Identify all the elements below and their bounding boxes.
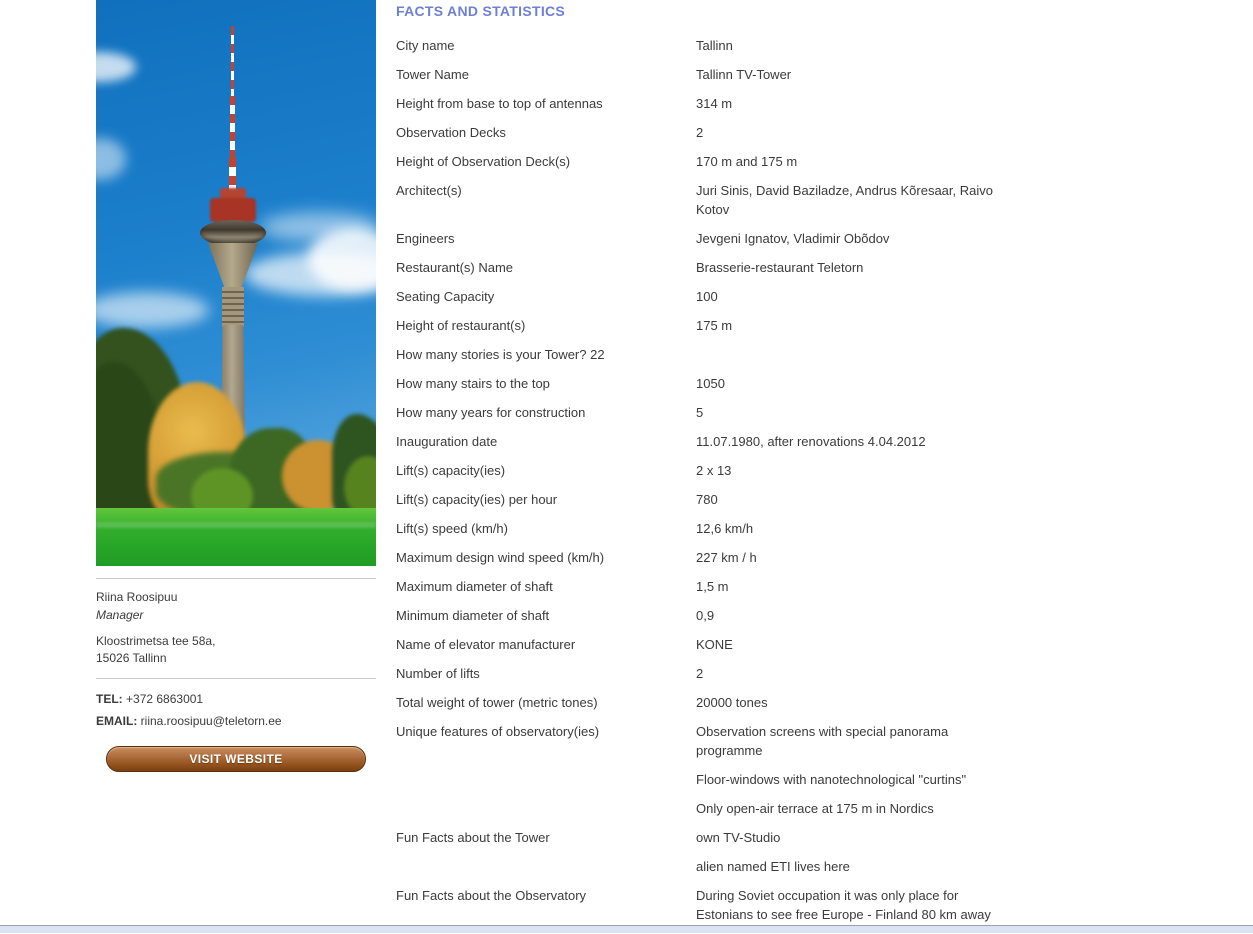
fact-value: Tallinn TV-Tower [696, 67, 792, 82]
fact-row [396, 461, 1021, 480]
fact-label: Tower Name [396, 67, 469, 82]
fact-label: Height of Observation Deck(s) [396, 154, 571, 169]
fact-row [396, 123, 1021, 142]
fact-value: 2 x 13 [696, 463, 732, 478]
fact-row [396, 490, 1021, 509]
fact-row [396, 886, 1021, 924]
fact-row [396, 374, 1021, 393]
fact-label: Fun Facts about the Tower [396, 830, 550, 845]
fact-label: Total weight of tower (metric tones) [396, 695, 598, 710]
email-label: EMAIL: [96, 714, 138, 728]
fact-label: Height from base to top of antennas [396, 96, 603, 111]
fact-value: 2 [696, 125, 704, 140]
fact-value: 314 m [696, 96, 733, 111]
fact-row [396, 577, 1021, 596]
contact-name: Riina Roosipuu [96, 590, 178, 604]
fact-value: 780 [696, 492, 718, 507]
fact-row [396, 258, 1021, 277]
fact-label: Architect(s) [396, 183, 462, 198]
fact-value: own TV-Studio [696, 830, 781, 845]
fact-row [396, 432, 1021, 451]
tower-photo [96, 0, 376, 566]
contact-block [96, 589, 376, 772]
grass-lawn [96, 508, 376, 566]
fact-label: Seating Capacity [396, 289, 495, 304]
fact-value: 227 km / h [696, 550, 757, 565]
fact-row [396, 403, 1021, 422]
fact-row [396, 857, 1021, 876]
fact-value: Observation screens with special panorama programme [696, 724, 949, 758]
fact-value: 100 [696, 289, 718, 304]
fact-value [696, 345, 1001, 364]
fact-row [396, 345, 1021, 364]
divider [96, 578, 376, 579]
fact-value: 2 [696, 666, 704, 681]
fact-row [396, 770, 1021, 789]
fact-row [396, 635, 1021, 654]
fact-value: KONE [696, 637, 733, 652]
fact-label: Height of restaurant(s) [396, 318, 526, 333]
facts-section [396, 0, 1021, 934]
fact-value: 12,6 km/h [696, 521, 754, 536]
fact-row [396, 94, 1021, 113]
horizontal-scrollbar[interactable] [0, 925, 1253, 933]
fact-value: 5 [696, 405, 704, 420]
fact-row [396, 606, 1021, 625]
fact-value: Floor-windows with nanotechnological "curtins" [696, 772, 967, 787]
fact-row [396, 65, 1021, 84]
fact-label: Lift(s) capacity(ies) [396, 463, 506, 478]
divider [96, 678, 376, 679]
antenna-mast [230, 96, 235, 158]
fact-label: City name [396, 38, 455, 53]
fact-label: How many years for construction [396, 405, 586, 420]
fact-row [396, 316, 1021, 335]
fact-label: Inauguration date [396, 434, 498, 449]
fact-value: Juri Sinis, David Baziladze, Andrus Kõresaar, Raivo Kotov [696, 183, 993, 217]
fact-value: 11.07.1980, after renovations 4.04.2012 [696, 434, 926, 449]
tel-value: +372 6863001 [126, 692, 204, 706]
fact-row [396, 181, 1021, 219]
fact-row [396, 519, 1021, 538]
fact-row [396, 548, 1021, 567]
visit-website-button[interactable]: VISIT WEBSITE [106, 746, 366, 772]
shaft-rings [222, 287, 244, 327]
fact-label [396, 857, 696, 876]
fact-value: Only open-air terrace at 175 m in Nordics [696, 801, 934, 816]
antenna-mast [231, 26, 234, 96]
sidebar [96, 0, 376, 772]
fact-value: 1,5 m [696, 579, 729, 594]
fact-row [396, 664, 1021, 683]
contact-address-line1: Kloostrimetsa tee 58a, [96, 634, 216, 648]
facts-heading: FACTS AND STATISTICS [396, 3, 566, 19]
fact-row [396, 36, 1021, 55]
mowed-stripe [96, 522, 376, 528]
contact-tel [96, 691, 376, 707]
fact-row [396, 229, 1021, 248]
fact-label: Unique features of observatory(ies) [396, 724, 600, 739]
fact-row [396, 828, 1021, 847]
observation-deck [200, 220, 266, 246]
contact-email [96, 713, 376, 729]
contact-address-line2: 15026 Tallinn [96, 651, 167, 665]
fact-label: Lift(s) speed (km/h) [396, 521, 508, 536]
email-value: riina.roosipuu@teletorn.ee [140, 714, 282, 728]
fact-label: Minimum diameter of shaft [396, 608, 550, 623]
fact-label [396, 799, 696, 818]
fact-row [396, 693, 1021, 712]
antenna-equipment [210, 198, 256, 222]
fact-label: Fun Facts about the Observatory [396, 888, 587, 903]
fact-label: Maximum design wind speed (km/h) [396, 550, 605, 565]
fact-label: How many stories is your Tower? 22 [396, 347, 605, 362]
fact-row [396, 799, 1021, 818]
fact-value: Jevgeni Ignatov, Vladimir Obõdov [696, 231, 890, 246]
fact-value: Tallinn [696, 38, 733, 53]
fact-label: How many stairs to the top [396, 376, 550, 391]
facts-table [396, 36, 1021, 924]
fact-label: Number of lifts [396, 666, 480, 681]
tel-label: TEL: [96, 692, 123, 706]
fact-label: Engineers [396, 231, 455, 246]
fact-value: During Soviet occupation it was only place for Estonians to see free Europe - Finland 80 km away [696, 888, 991, 922]
contact-role: Manager [96, 608, 144, 622]
fact-row [396, 722, 1021, 760]
fact-row [396, 152, 1021, 171]
fact-value: 1050 [696, 376, 725, 391]
fact-value: 175 m [696, 318, 733, 333]
fact-label: Maximum diameter of shaft [396, 579, 553, 594]
fact-label: Observation Decks [396, 125, 506, 140]
fact-value: 170 m and 175 m [696, 154, 798, 169]
fact-label: Restaurant(s) Name [396, 260, 514, 275]
fact-value: 0,9 [696, 608, 715, 623]
fact-value: Brasserie-restaurant Teletorn [696, 260, 864, 275]
fact-row [396, 287, 1021, 306]
fact-label: Name of elevator manufacturer [396, 637, 576, 652]
fact-label [396, 770, 696, 789]
fact-value: alien named ETI lives here [696, 859, 850, 874]
fact-value: 20000 tones [696, 695, 768, 710]
fact-label: Lift(s) capacity(ies) per hour [396, 492, 558, 507]
